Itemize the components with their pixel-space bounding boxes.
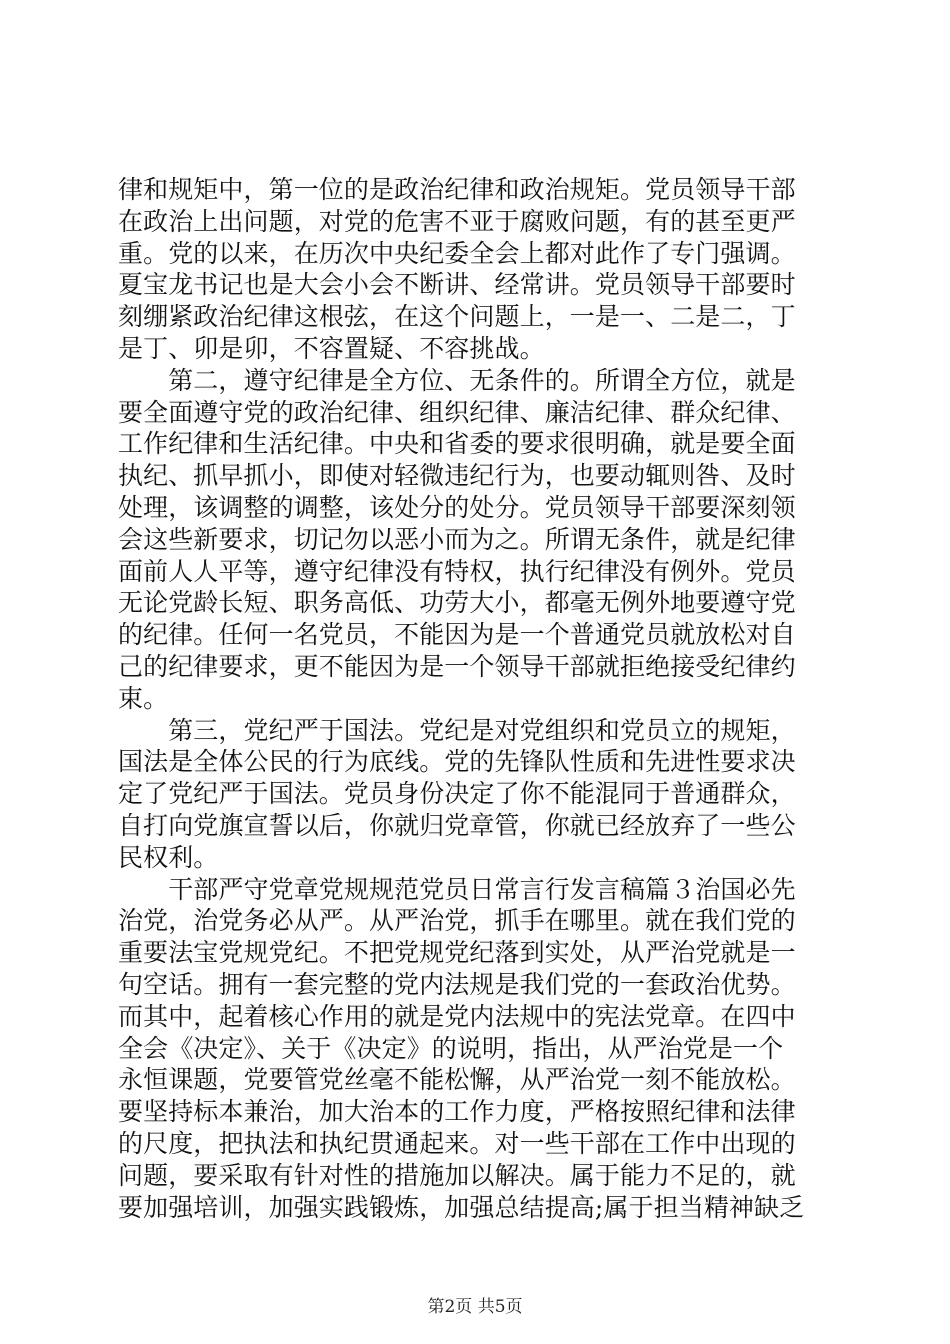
text-line: 要加强培训，加强实践锻炼，加强总结提高;属于担当精神缺乏 (118, 1192, 805, 1222)
text-line: 重要法宝党规党纪。不把党规党纪落到实处，从严治党就是一 (118, 938, 796, 968)
text-line: 是丁、卯是卯，不容置疑、不容挑战。 (118, 333, 545, 363)
text-line: 定了党纪严于国法。党员身份决定了你不能混同于普通群众， (118, 779, 796, 809)
text-line: 夏宝龙书记也是大会小会不断讲、经常讲。党员领导干部要时 (118, 270, 796, 300)
text-line: 要坚持标本兼治，加大治本的工作力度，严格按照纪律和法律 (118, 1097, 796, 1127)
text-line: 工作纪律和生活纪律。中央和省委的要求很明确，就是要全面 (118, 429, 796, 459)
text-line: 执纪、抓早抓小，即使对轻微违纪行为，也要动辄则咎、及时 (118, 461, 796, 491)
text-line: 治党，治党务必从严。从严治党，抓手在哪里。就在我们党的 (118, 906, 796, 936)
text-line: 重。党的以来，在历次中央纪委全会上都对此作了专门强调。 (118, 238, 796, 268)
text-line: 干部严守党章党规规范党员日常言行发言稿篇３治国必先 (118, 874, 796, 904)
text-line: 的尺度，把执法和执纪贯通起来。对一些干部在工作中出现的 (118, 1128, 796, 1158)
text-line: 第二，遵守纪律是全方位、无条件的。所谓全方位，就是 (118, 365, 796, 395)
text-line: 束。 (118, 683, 169, 713)
text-line: 要全面遵守党的政治纪律、组织纪律、廉洁纪律、群众纪律、 (118, 397, 796, 427)
text-line: 律和规矩中，第一位的是政治纪律和政治规矩。党员领导干部 (118, 175, 796, 204)
text-line: 国法是全体公民的行为底线。党的先锋队性质和先进性要求决 (118, 747, 796, 777)
text-line: 而其中，起着核心作用的就是党内法规中的宪法党章。在四中 (118, 1001, 796, 1031)
text-line: 会这些新要求，切记勿以恶小而为之。所谓无条件，就是纪律 (118, 524, 796, 554)
document-body (118, 174, 838, 1223)
text-line: 面前人人平等，遵守纪律没有特权，执行纪律没有例外。党员 (118, 556, 796, 586)
text-line: 句空话。拥有一套完整的党内法规是我们党的一套政治优势。 (118, 969, 796, 999)
text-line: 无论党龄长短、职务高低、功劳大小，都毫无例外地要遵守党 (118, 588, 796, 618)
text-line: 己的纪律要求，更不能因为是一个领导干部就拒绝接受纪律约 (118, 651, 796, 681)
text-line: 自打向党旗宣誓以后，你就归党章管，你就已经放弃了一些公 (118, 810, 796, 840)
text-line: 问题，要采取有针对性的措施加以解决。属于能力不足的，就 (118, 1160, 796, 1190)
text-line: 刻绷紧政治纪律这根弦，在这个问题上，一是一、二是二，丁 (118, 302, 796, 332)
text-line: 民权利。 (118, 842, 219, 872)
text-line: 处理，该调整的调整，该处分的处分。党员领导干部要深刻领 (118, 492, 796, 522)
text-line: 永恒课题，党要管党丝毫不能松懈，从严治党一刻不能放松。 (118, 1065, 796, 1095)
text-line: 第三，党纪严于国法。党纪是对党组织和党员立的规矩， (118, 715, 796, 745)
text-line: 在政治上出问题，对党的危害不亚于腐败问题，有的甚至更严 (118, 206, 796, 236)
text-line: 的纪律。任何一名党员，不能因为是一个普通党员就放松对自 (118, 620, 796, 650)
text-line: 全会《决定》、关于《决定》的说明，指出，从严治党是一个 (118, 1033, 784, 1063)
page-number-footer: 第2页 共5页 (427, 1297, 523, 1317)
